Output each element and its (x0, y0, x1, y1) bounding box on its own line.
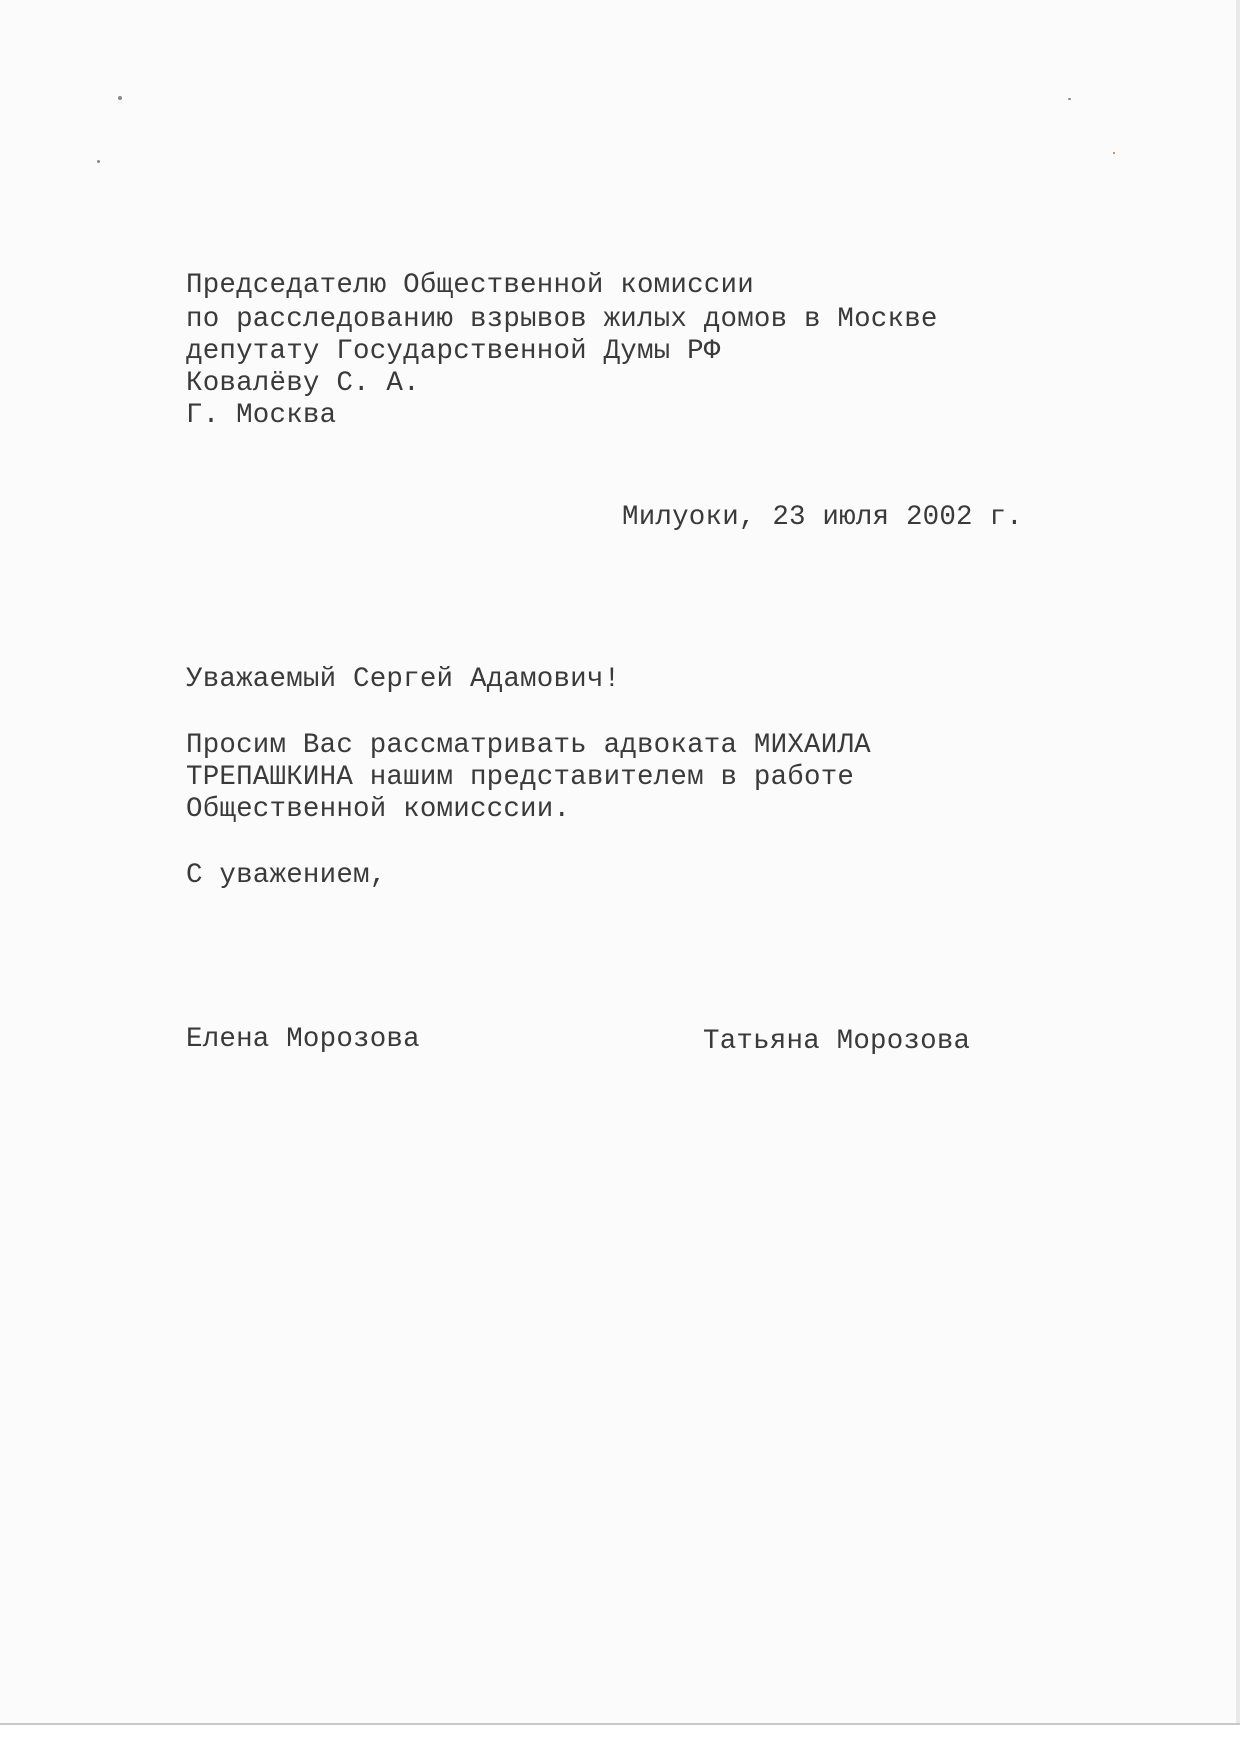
place-date: Милуоки, 23 июля 2002 г. (622, 502, 1023, 533)
addressee-line: Ковалёву С. А. (186, 368, 420, 399)
body-line: Общественной комисссии. (186, 794, 571, 825)
addressee-line: Председателю Общественной комиссии (186, 270, 754, 301)
scan-speck (1068, 98, 1071, 100)
scan-speck (118, 96, 122, 100)
paper-edge-right (1236, 0, 1240, 1755)
addressee-line: депутату Государственной Думы РФ (186, 336, 721, 367)
signatory-right: Татьяна Морозова (703, 1026, 971, 1057)
body-line: ТРЕПАШКИНА нашим представителем в работе (186, 762, 855, 793)
closing: С уважением, (186, 860, 387, 891)
paper-edge-bottom (0, 1723, 1240, 1755)
scan-speck (97, 160, 100, 163)
body-line: Просим Вас рассматривать адвоката МИХАИЛА (186, 730, 871, 761)
addressee-line: по расследованию взрывов жилых домов в Москве (186, 304, 938, 335)
scan-speck (1113, 152, 1115, 154)
signatory-left: Елена Морозова (186, 1024, 420, 1055)
addressee-line: Г. Москва (186, 400, 337, 431)
salutation: Уважаемый Сергей Адамович! (186, 664, 621, 695)
